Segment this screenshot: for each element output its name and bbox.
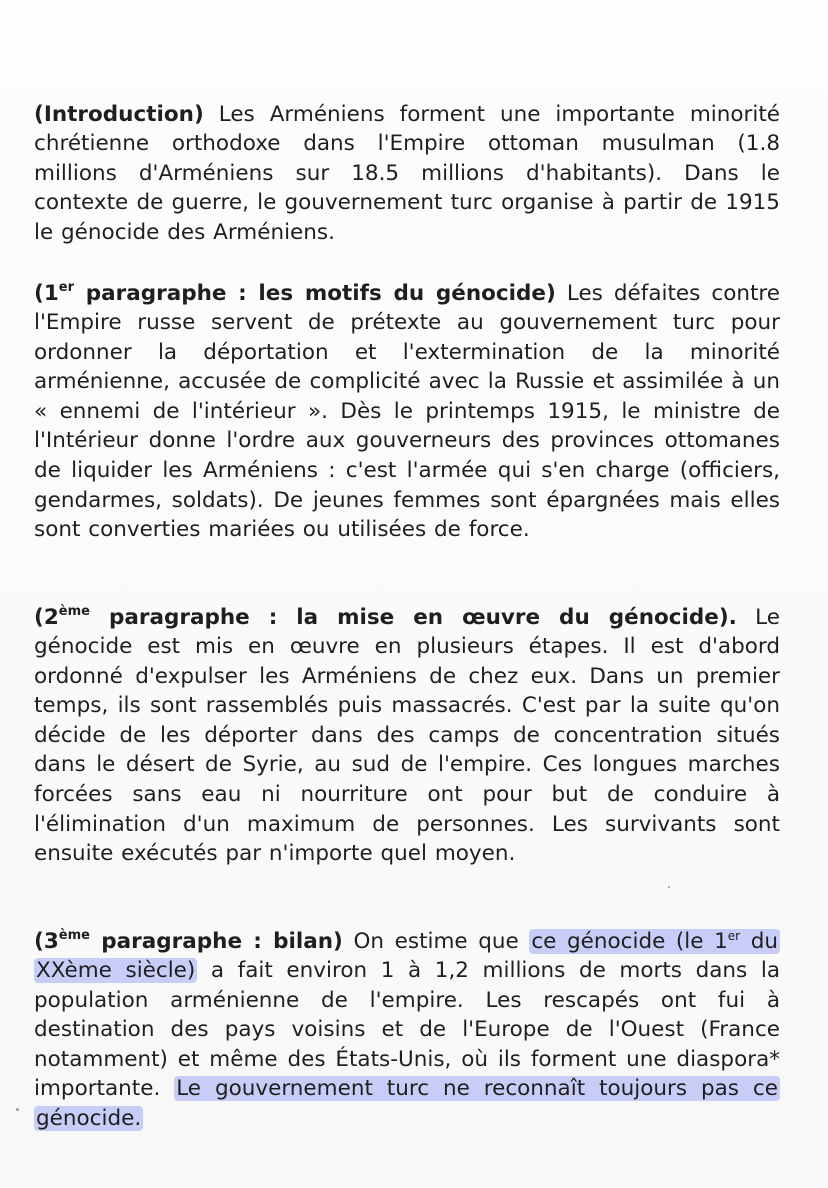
introduction-heading: (Introduction)	[34, 101, 204, 127]
paper-speck	[16, 1108, 19, 1111]
paragraph-2-text: Le génocide est mis en œuvre en plusieurs étapes. Il est d'abord ordonné d'expulser les Arméniens de chez eux. Dans un premier temps, ils sont rassemblés puis massacrés. C'est par la suite qu'on décide de les déporter dans des camps de concentration situés dans le désert de Syrie, au sud de l'empire. Ces longues marches forcées sans eau ni nourriture ont pour but de conduire à l'élimination d'un maximum de personnes. Les survivants sont ensuite exécutés par n'importe quel moyen.	[34, 604, 780, 867]
heading-prefix: (1	[34, 280, 59, 306]
highlight-text-b: du XXème siècle)	[36, 928, 778, 984]
heading-prefix: (2	[34, 604, 59, 630]
paragraph-bilan	[34, 927, 780, 1134]
heading-superscript: ème	[58, 603, 90, 619]
highlighted-phrase-gouvernement: Le gouvernement turc ne reconnaît toujours pas ce génocide.	[36, 1076, 778, 1132]
paragraph-1-heading	[34, 281, 556, 306]
paragraph-motifs	[34, 279, 780, 545]
heading-superscript: ème	[58, 927, 90, 943]
paragraph-mise-en-oeuvre	[34, 603, 780, 869]
heading-prefix: (3	[34, 928, 59, 954]
heading-rest: paragraphe : la mise en œuvre du génocide).	[89, 604, 737, 630]
paragraph-3-heading	[34, 929, 343, 954]
highlight-superscript: er	[727, 928, 741, 943]
introduction-text: Les Arméniens forment une importante minorité chrétienne orthodoxe dans l'Empire ottoman musulman (1.8 millions d'Arméniens sur 18.5 millions d'habitants). Dans le contexte de guerre, le gouvernement turc organise à partir de 1915 le génocide des Arméniens.	[34, 101, 780, 245]
paragraph-introduction	[34, 100, 780, 248]
heading-superscript: er	[58, 279, 75, 295]
paragraph-2-heading	[34, 605, 737, 630]
paper-speck	[668, 886, 670, 888]
heading-rest: paragraphe : bilan)	[89, 928, 343, 954]
paragraph-3-text-start: On estime que	[342, 928, 530, 954]
paragraph-3-text-middle: a fait environ 1 à 1,2 millions de morts dans la population arménienne de l'empire. Les rescapés ont fui à destination des pays voisins et de l'Europe de l'Ouest (France notamment) et même des États-Unis, où ils forment une diaspora* importante.	[34, 958, 780, 1102]
paragraph-1-text: Les défaites contre l'Empire russe servent de prétexte au gouvernement turc pour ordonner la déportation et l'extermination de la minorité arménienne, accusée de complicité avec la Russie et assimilée à un « ennemi de l'intérieur ». Dès le printemps 1915, le ministre de l'Intérieur donne l'ordre aux gouverneurs des provinces ottomanes de liquider les Arméniens : c'est l'armée qui s'en charge (officiers, gendarmes, soldats). De jeunes femmes sont épargnées mais elles sont converties mariées ou utilisées de force.	[34, 280, 780, 543]
highlight-text-a: ce génocide (le 1	[531, 928, 728, 954]
heading-rest: paragraphe : les motifs du génocide)	[74, 280, 556, 306]
